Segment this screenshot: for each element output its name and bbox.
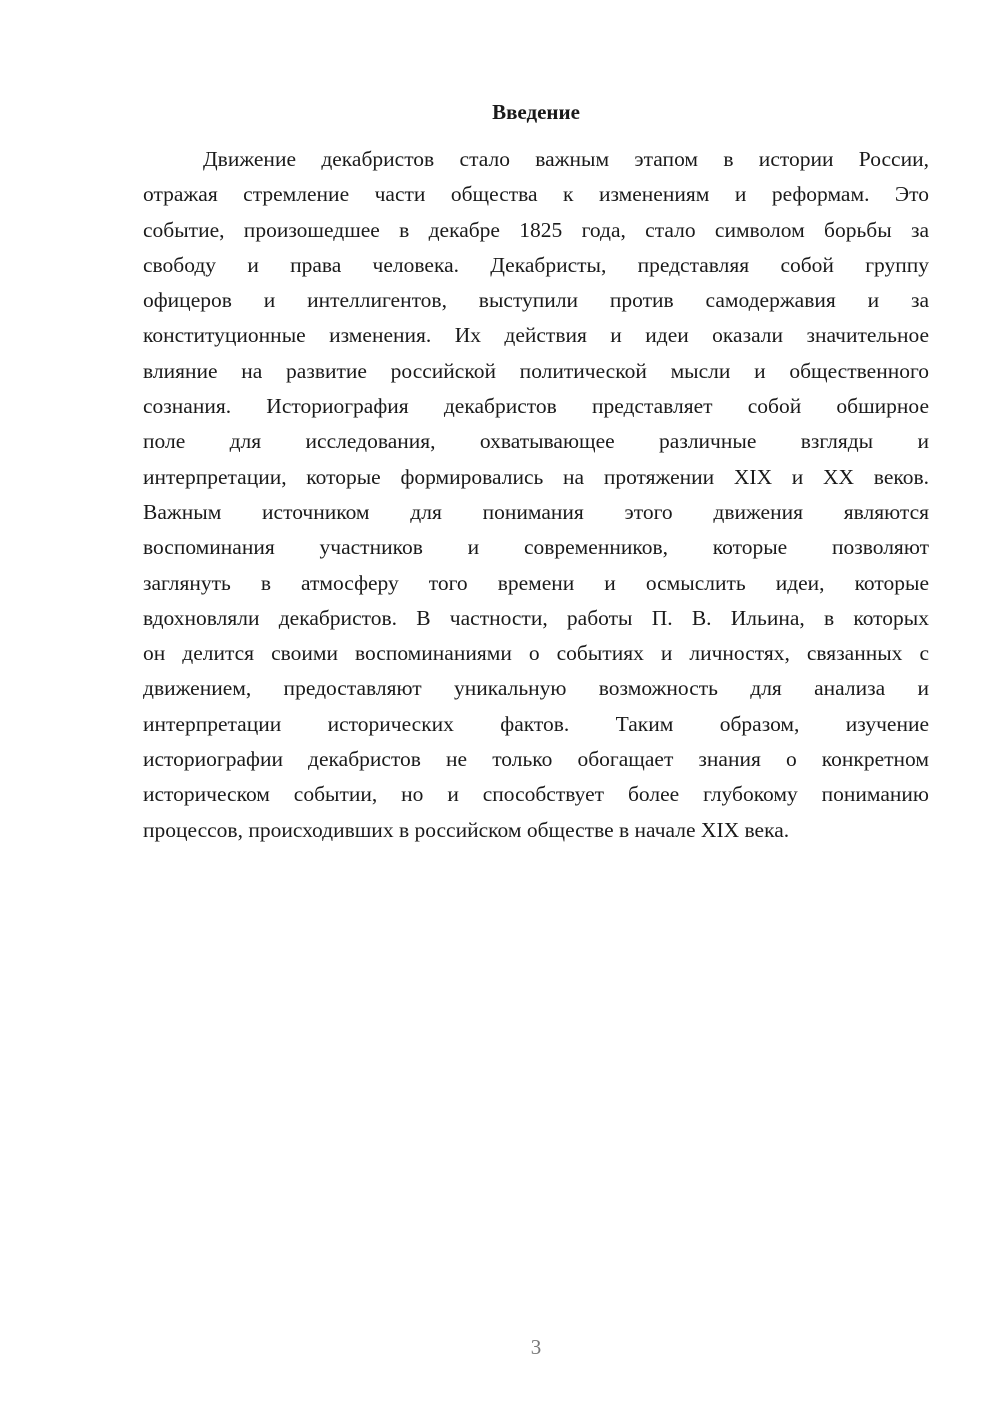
- paragraph-line: конституционные изменения. Их действия и идеи оказали значительное: [143, 323, 929, 348]
- paragraph-line: поле для исследования, охватывающее различные взгляды и: [143, 429, 929, 454]
- paragraph-line: влияние на развитие российской политической мысли и общественного: [143, 358, 929, 383]
- body-paragraph: [143, 142, 929, 848]
- page-number: 3: [530, 1335, 542, 1359]
- paragraph-line: процессов, происходивших в российском обществе в начале XIX века.: [143, 817, 790, 842]
- paragraph-line: свободу и права человека. Декабристы, представляя собой группу: [143, 252, 929, 277]
- paragraph-line: офицеров и интеллигентов, выступили против самодержавия и за: [143, 288, 929, 313]
- paragraph-line: воспоминания участников и современников, которые позволяют: [143, 535, 929, 560]
- paragraph-line: он делится своими воспоминаниями о событиях и личностях, связанных с: [143, 641, 929, 666]
- paragraph-line: историческом событии, но и способствует более глубокому пониманию: [143, 782, 929, 807]
- paragraph-line: отражая стремление части общества к изменениям и реформам. Это: [143, 182, 929, 207]
- paragraph-line: Важным источником для понимания этого движения являются: [143, 499, 929, 524]
- paragraph-line: Движение декабристов стало важным этапом в истории России,: [203, 147, 929, 171]
- section-title: Введение: [492, 100, 580, 124]
- paragraph-line: интерпретации, которые формировались на протяжении XIX и XX веков.: [143, 464, 929, 489]
- paragraph-line: сознания. Историография декабристов представляет собой обширное: [143, 394, 929, 419]
- paragraph-line: историографии декабристов не только обогащает знания о конкретном: [143, 747, 929, 772]
- paragraph-line: интерпретации исторических фактов. Таким образом, изучение: [143, 711, 929, 736]
- paragraph-line: движением, предоставляют уникальную возможность для анализа и: [143, 676, 929, 701]
- paragraph-line: вдохновляли декабристов. В частности, работы П. В. Ильина, в которых: [143, 605, 929, 630]
- paragraph-line: событие, произошедшее в декабре 1825 года, стало символом борьбы за: [143, 217, 929, 242]
- paragraph-line: заглянуть в атмосферу того времени и осмыслить идеи, которые: [143, 570, 929, 595]
